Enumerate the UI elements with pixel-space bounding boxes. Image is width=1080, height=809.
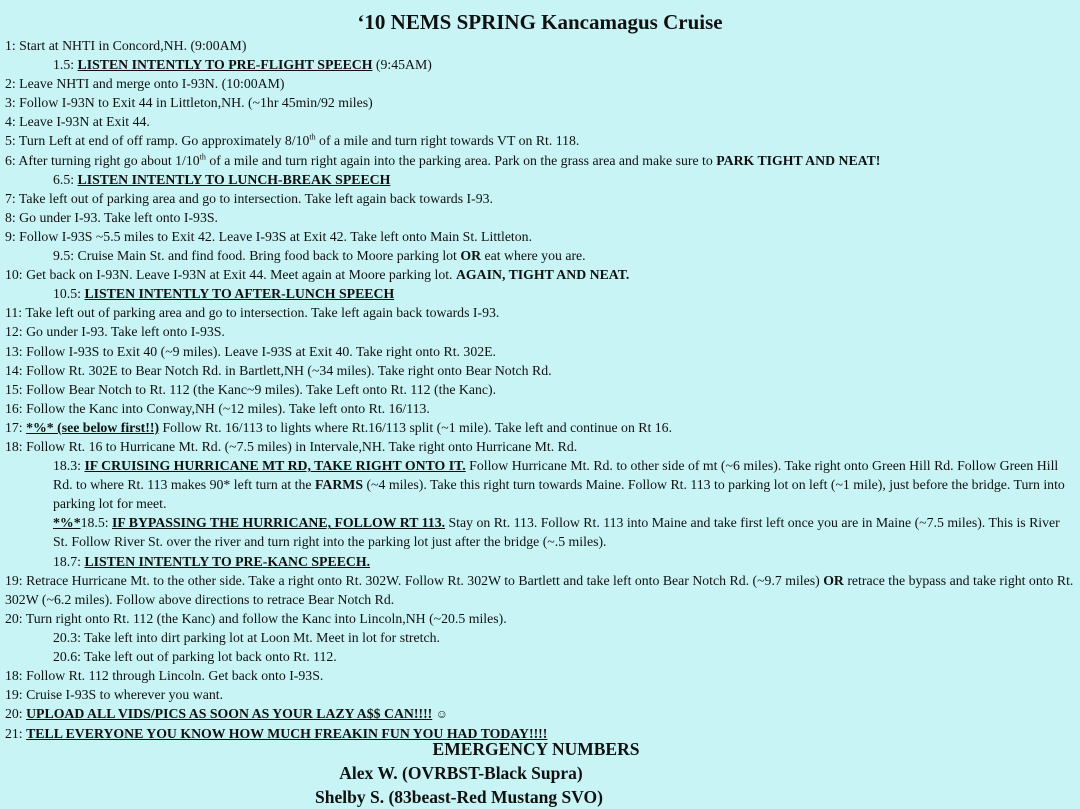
directions-list [5,36,1077,743]
step-6-5: 6.5: LISTEN INTENTLY TO LUNCH-BREAK SPEECH [53,171,391,187]
step-2: 2: Leave NHTI and merge onto I-93N. (10:00AM) [5,76,285,92]
step-15: 15: Follow Bear Notch to Rt. 112 (the Kanc~9 miles). Take Left onto Rt. 112 (the Kanc). [5,381,497,397]
page-title: ‘10 NEMS SPRING Kancamagus Cruise [357,10,723,34]
step-20-6: 20.6: Take left out of parking lot back onto Rt. 112. [53,649,337,664]
step-21: 21: TELL EVERYONE YOU KNOW HOW MUCH FREAKIN FUN YOU HAD TODAY!!!! [5,726,548,742]
step-16: 16: Follow the Kanc into Conway,NH (~12 miles). Take left onto Rt. 16/113. [5,400,430,416]
step-13: 13: Follow I-93S to Exit 40 (~9 miles). Leave I-93S at Exit 40. Take right onto Rt. 302E. [5,343,496,359]
step-18b: 18: Follow Rt. 112 through Lincoln. Get back onto I-93S. [5,668,324,684]
step-9-5: 9.5: Cruise Main St. and find food. Bring food back to Moore parking lot OR eat where you are. [53,248,586,264]
step-9: 9: Follow I-93S ~5.5 miles to Exit 42. Leave I-93S at Exit 42. Take left onto Main St. Littleton. [5,228,533,244]
step-19b: 19: Cruise I-93S to wherever you want. [5,687,224,703]
step-1-5: 1.5: LISTEN INTENTLY TO PRE-FLIGHT SPEECH (9:45AM) [53,57,432,73]
smiley-icon: ☺ [435,707,448,722]
step-5: 5: Turn Left at end of off ramp. Go approximately 8/10th of a mile and turn right towards VT on Rt. 118. [5,132,580,149]
step-10-5: 10.5: LISTEN INTENTLY TO AFTER-LUNCH SPEECH [53,286,395,302]
step-18: 18: Follow Rt. 16 to Hurricane Mt. Rd. (~7.5 miles) in Intervale,NH. Take right onto Hurricane Mt. Rd. [5,438,578,454]
step-7: 7: Take left out of parking area and go to intersection. Take left again back towards I-93. [5,190,493,206]
step-1: 1: Start at NHTI in Concord,NH. (9:00AM) [5,38,247,53]
emergency-contact-2: Shelby S. (83beast-Red Mustang SVO) [315,787,603,807]
step-14: 14: Follow Rt. 302E to Bear Notch Rd. in Bartlett,NH (~34 miles). Take right onto Bear Notch Rd. [5,362,552,378]
step-3: 3: Follow I-93N to Exit 44 in Littleton,NH. (~1hr 45min/92 miles) [5,95,373,111]
step-20b: 20: UPLOAD ALL VIDS/PICS AS SOON AS YOUR LAZY A$$ CAN!!!! ☺ [5,706,448,722]
step-20-3: 20.3: Take left into dirt parking lot at Loon Mt. Meet in lot for stretch. [53,629,440,645]
step-20: 20: Turn right onto Rt. 112 (the Kanc) and follow the Kanc into Lincoln,NH (~20.5 miles). [5,610,507,626]
step-6: 6: After turning right go about 1/10th of a mile and turn right again into the parking area. Park on the grass area and make sure to PARK TIGHT AND NEAT! [5,151,881,168]
step-11: 11: Take left out of parking area and go to intersection. Take left again back towards I-93. [5,305,500,321]
step-18-7: 18.7: LISTEN INTENTLY TO PRE-KANC SPEECH. [53,553,371,569]
step-19: 19: Retrace Hurricane Mt. to the other side. Take a right onto Rt. 302W. Follow Rt. 302W to Bartlett and take left onto Bear Notch Rd. (~9.7 miles) OR retrace the bypass and take right onto Rt. 302W (~6.2 miles). Follow above directions to retrace Bear Notch Rd. [5,572,1074,607]
step-18-5: *%*18.5: IF BYPASSING THE HURRICANE, FOLLOW RT 113. Stay on Rt. 113. Follow Rt. 113 into Maine and take first left once you are in Maine (~7.5 miles). This is River St. Follow River St. over the river and turn right into the parking lot just after the bridge (~.5 miles). [53,515,1060,550]
step-18-3: 18.3: IF CRUISING HURRICANE MT RD, TAKE RIGHT ONTO IT. Follow Hurricane Mt. Rd. to other side of mt (~6 miles). Take right onto Green Hill Rd. Follow Green Hill Rd. to where Rt. 113 makes 90* left turn at the FARMS (~4 miles). Take this right turn towards Maine. Follow Rt. 113 to parking lot on left (~1 mile), just before the bridge. Turn into parking lot for meet. [53,458,1065,512]
step-17: 17: *%* (see below first!!) Follow Rt. 16/113 to lights where Rt.16/113 split (~1 mile). Take left and continue on Rt 16. [5,419,673,435]
emergency-heading: EMERGENCY NUMBERS [432,739,640,759]
emergency-contact-1: Alex W. (OVRBST-Black Supra) [339,763,583,783]
step-12: 12: Go under I-93. Take left onto I-93S. [5,324,225,340]
step-4: 4: Leave I-93N at Exit 44. [5,114,150,130]
emergency-numbers [0,737,1080,809]
step-8: 8: Go under I-93. Take left onto I-93S. [5,209,218,225]
step-10: 10: Get back on I-93N. Leave I-93N at Exit 44. Meet again at Moore parking lot. AGAIN, TIGHT AND NEAT. [5,267,630,283]
